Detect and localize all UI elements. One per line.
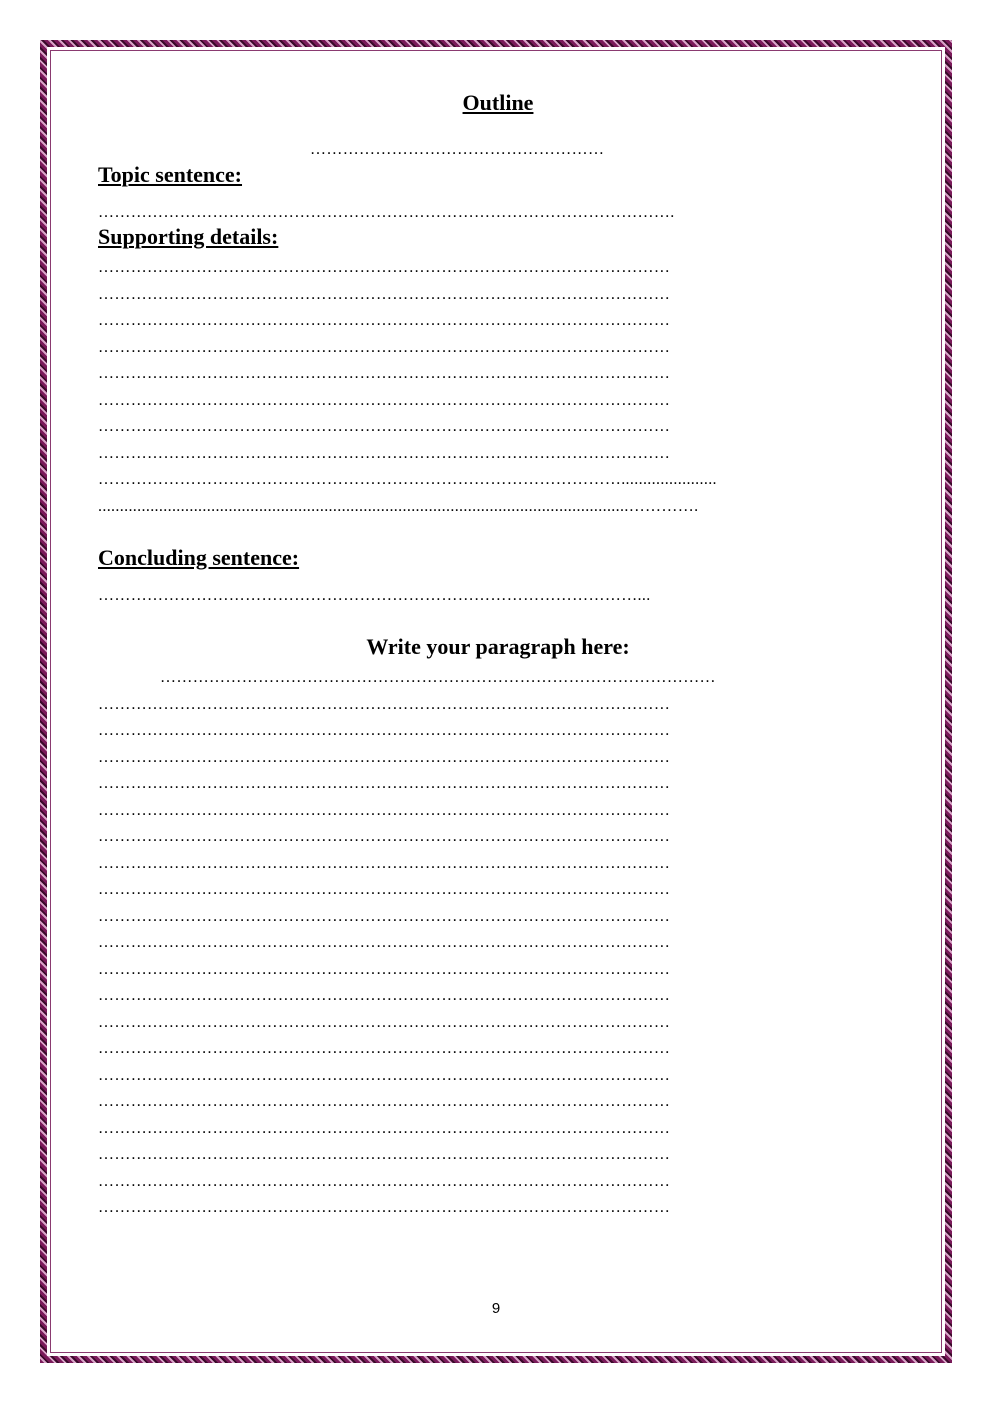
writing-line[interactable]: ..........................................................................................................................…………. [98,497,699,515]
writing-line[interactable]: ……………………………………………………………………………………...................... [98,471,717,488]
writing-line[interactable]: …………………………………………………………………………………………… [98,1013,671,1031]
page-number: 9 [491,1300,501,1317]
writing-line[interactable]: …………………………………………………………………………………………… [98,444,671,462]
writing-line[interactable]: …………………………………………………………………………………………… [98,259,671,276]
writing-line[interactable]: …………………………………………………………………………………………… [98,775,671,792]
writing-line[interactable]: …………………………………………………………………………………………… [98,1093,671,1110]
writing-line[interactable]: …………………………………………………………………………………………… [98,960,671,978]
paragraph-heading: Write your paragraph here: [366,634,630,659]
writing-line[interactable]: …………………………………………………………………………………………… [98,987,671,1004]
writing-line[interactable]: …………………………………………………………………………………………… [98,695,671,713]
concluding-sentence-label: Concluding sentence: [98,545,300,570]
writing-line[interactable]: …………………………………………………………………………………………… [98,312,671,329]
writing-line[interactable]: …………………………………………………………………………………………… [98,828,671,845]
writing-line[interactable]: …………………………………………………………………………………………… [98,1119,671,1137]
writing-line[interactable]: …………………………………………………………………………………………… [98,338,671,356]
topic-sentence-label: Topic sentence: [98,162,243,187]
writing-line[interactable]: …………………………………………………………………………………………… [98,1040,671,1057]
writing-line[interactable]: …………………………………………………………………………………………… [98,391,671,409]
writing-line[interactable]: …………………………………………………………………………………………… [98,722,671,739]
concluding-sentence-line[interactable]: ………………………………………………………………………………………... [98,587,651,604]
writing-line[interactable]: …………………………………………………………………………………………… [98,1066,671,1084]
writing-line[interactable]: …………………………………………………………………………………………… [98,934,671,951]
writing-line[interactable]: ………………………………………………………………………………………… [160,669,716,686]
writing-line[interactable]: …………………………………………………………………………………………… [98,418,671,435]
writing-line[interactable]: …………………………………………………………………………………………… [98,1199,671,1216]
writing-line[interactable]: …………………………………………………………………………………………… [98,907,671,925]
writing-line[interactable]: …………………………………………………………………………………………… [98,801,671,819]
writing-line[interactable]: …………………………………………………………………………………………… [98,365,671,382]
page-title: Outline [462,90,534,115]
supporting-details-label: Supporting details: [98,224,279,249]
writing-line[interactable]: …………………………………………………………………………………………… [98,1146,671,1163]
writing-line[interactable]: …………………………………………………………………………………………… [98,748,671,766]
writing-line[interactable]: …………………………………………………………………………………………… [98,1172,671,1190]
title-blank-line[interactable]: ……………………………………………… [310,141,605,158]
topic-sentence-line[interactable]: ……………………………………………………………………………………………. [98,204,675,221]
writing-line[interactable]: …………………………………………………………………………………………… [98,881,671,898]
writing-line[interactable]: …………………………………………………………………………………………… [98,285,671,303]
writing-line[interactable]: …………………………………………………………………………………………… [98,854,671,872]
